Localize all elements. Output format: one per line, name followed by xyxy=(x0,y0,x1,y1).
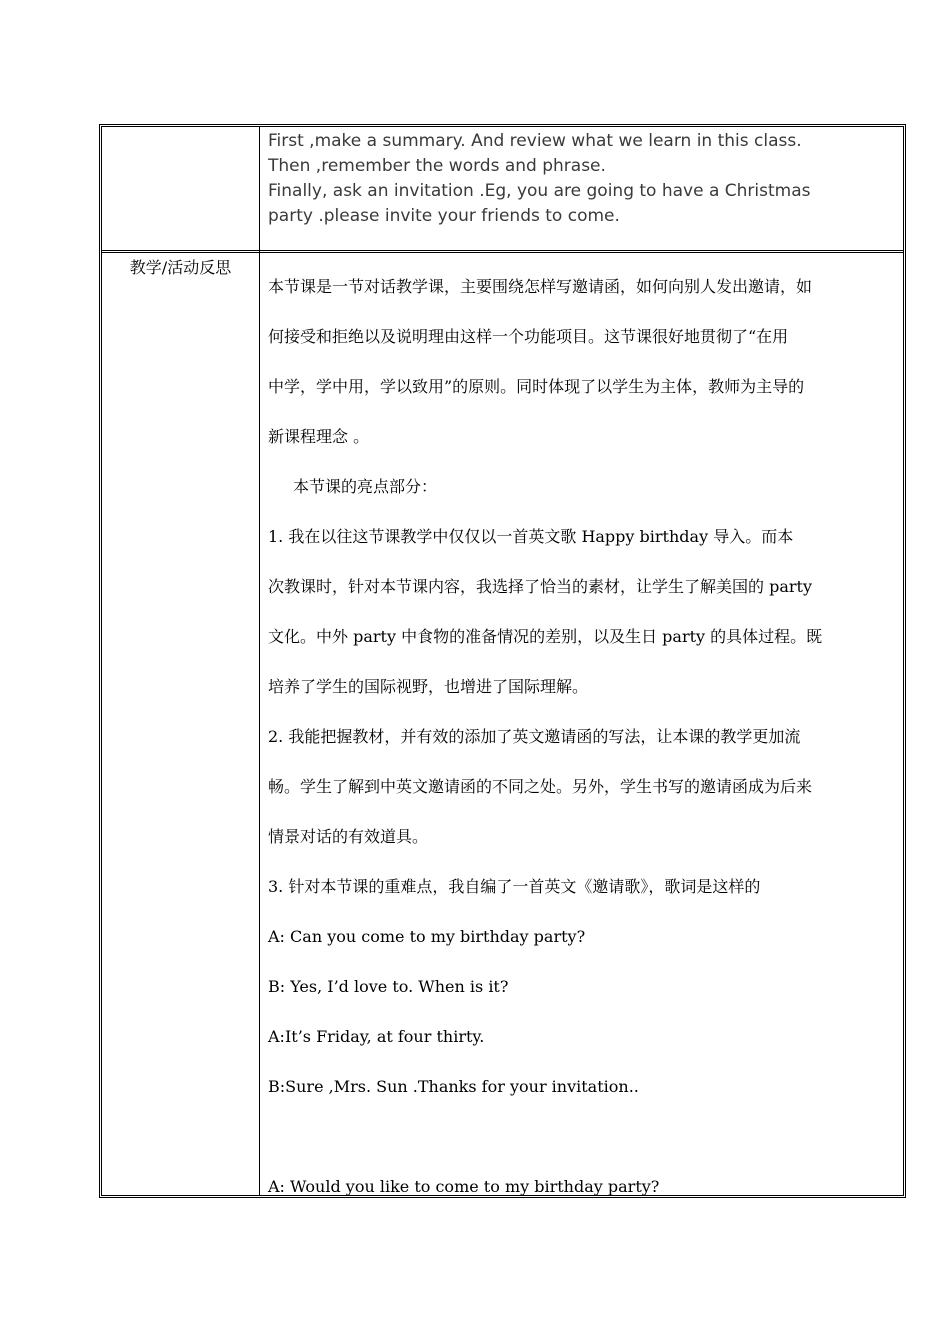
summary-cell xyxy=(268,129,898,229)
reflection-line: 3. 针对本节课的重难点，我自编了一首英文《邀请歌》，歌词是这样的 xyxy=(268,877,761,896)
reflection-line: 本节课是一节对话教学课，主要围绕怎样写邀请函，如何向别人发出邀请，如 xyxy=(268,277,813,296)
summary-line: party .please invite your friends to come. xyxy=(268,206,620,226)
reflection-line: 中学，学中用，学以致用”的原则。同时体现了以学生为主体，教师为主导的 xyxy=(268,377,805,396)
reflection-line: 1. 我在以往这节课教学中仅仅以一首英文歌 Happy birthday 导入。而本 xyxy=(268,527,794,546)
reflection-line: 何接受和拒绝以及说明理由这样一个功能项目。这节课很好地贯彻了“在用 xyxy=(268,327,789,346)
reflection-line: 畅。学生了解到中英文邀请函的不同之处。另外，学生书写的邀请函成为后来 xyxy=(268,777,813,796)
summary-line: First ,make a summary. And review what we learn in this class. xyxy=(268,131,802,151)
dialogue-line: B:Sure ,Mrs. Sun .Thanks for your invitation.. xyxy=(268,1077,639,1096)
dialogue-line: A: Would you like to come to my birthday party? xyxy=(268,1177,660,1196)
reflection-line: 新课程理念 。 xyxy=(268,427,370,446)
reflection-line: 文化。中外 party 中食物的准备情况的差别，以及生日 party 的具体过程。既 xyxy=(268,627,823,646)
reflection-line: 情景对话的有效道具。 xyxy=(268,827,429,846)
summary-line: Then ,remember the words and phrase. xyxy=(268,156,606,176)
lesson-table xyxy=(99,124,906,1198)
reflection-line: 培养了学生的国际视野，也增进了国际理解。 xyxy=(268,677,589,696)
reflection-line: 次教课时，针对本节课内容，我选择了恰当的素材，让学生了解美国的 party xyxy=(268,577,812,596)
dialogue-line: A:It’s Friday, at four thirty. xyxy=(268,1027,485,1046)
reflection-cell xyxy=(268,262,903,1212)
reflection-line: 本节课的亮点部分： xyxy=(293,477,438,496)
dialogue-line: B: Yes, I’d love to. When is it? xyxy=(268,977,509,996)
column-divider xyxy=(259,127,260,1195)
reflection-line: 2. 我能把握教材，并有效的添加了英文邀请函的写法，让本课的教学更加流 xyxy=(268,727,801,746)
dialogue-line: A: Can you come to my birthday party? xyxy=(268,927,586,946)
reflection-label: 教学/活动反思 xyxy=(129,258,232,277)
summary-line: Finally, ask an invitation .Eg, you are going to have a Christmas xyxy=(268,181,811,201)
blank-line xyxy=(268,1112,903,1162)
row-divider xyxy=(102,250,903,253)
